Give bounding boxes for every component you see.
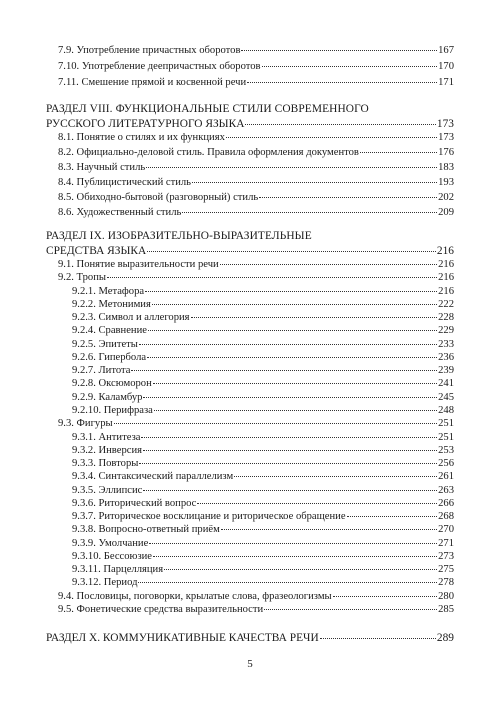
dot-leader: [264, 609, 437, 610]
toc-entry[interactable]: [72, 299, 454, 311]
toc-entry[interactable]: [72, 577, 454, 589]
toc-entry[interactable]: [72, 538, 454, 550]
toc-entry-page: 216: [438, 286, 454, 297]
toc-entry-page: 202: [438, 192, 454, 203]
dot-leader: [241, 50, 437, 51]
dot-leader: [147, 357, 437, 358]
toc-entry-title: 9.3.2. Инверсия: [72, 445, 142, 456]
toc-entry[interactable]: [58, 177, 454, 189]
section-heading-title: СРЕДСТВА ЯЗЫКА: [46, 245, 147, 257]
section-heading[interactable]: [46, 118, 454, 131]
dot-leader: [220, 264, 437, 265]
toc-entry[interactable]: [72, 286, 454, 298]
toc-entry-title: 9.3. Фигуры: [58, 418, 113, 429]
toc-entry-page: 170: [438, 61, 454, 72]
toc-entry[interactable]: [58, 272, 454, 284]
toc-entry-title: 9.5. Фонетические средства выразительности: [58, 604, 264, 615]
toc-entry-page: 278: [438, 577, 454, 588]
toc-entry-title: 9.3.6. Риторический вопрос: [72, 498, 197, 509]
toc-entry-page: 173: [438, 132, 454, 143]
toc-entry-title: 9.3.10. Бессоюзие: [72, 551, 153, 562]
dot-leader: [153, 383, 437, 384]
toc-entry-title: 9.4. Пословицы, поговорки, крылатые слова, фразеологизмы: [58, 591, 332, 602]
toc-entry[interactable]: [58, 162, 454, 174]
toc-entry[interactable]: [72, 485, 454, 497]
toc-entry[interactable]: [72, 524, 454, 536]
dot-leader: [141, 437, 437, 438]
toc-entry-title: 9.3.9. Умолчание: [72, 538, 149, 549]
toc-entry-page: 263: [438, 485, 454, 496]
dot-leader: [149, 543, 437, 544]
toc-entry-title: 9.2.3. Символ и аллегория: [72, 312, 190, 323]
toc-entry-page: 261: [438, 471, 454, 482]
dot-leader: [192, 182, 437, 183]
toc-entry[interactable]: [58, 418, 454, 430]
dot-leader: [154, 410, 437, 411]
section-heading-title: РУССКОГО ЛИТЕРАТУРНОГО ЯЗЫКА: [46, 118, 245, 130]
toc-entry-page: 270: [438, 524, 454, 535]
toc-entry-title: 8.2. Официально-деловой стиль. Правила оформления документов: [58, 147, 359, 158]
toc-entry[interactable]: [72, 312, 454, 324]
dot-leader: [259, 197, 437, 198]
toc-entry-title: 9.2.4. Сравнение: [72, 325, 147, 336]
toc-entry-page: 285: [438, 604, 454, 615]
dot-leader: [247, 82, 437, 83]
dot-leader: [131, 370, 437, 371]
dot-leader: [148, 330, 437, 331]
toc-entry-title: 9.3.8. Вопросно-ответный приём: [72, 524, 220, 535]
dot-leader: [164, 569, 437, 570]
toc-entry-title: 9.3.12. Период: [72, 577, 138, 588]
toc-entry-page: 251: [438, 432, 454, 443]
dot-leader: [152, 304, 437, 305]
toc-entry-title: 9.2. Тропы: [58, 272, 106, 283]
toc-entry-title: 7.11. Смешение прямой и косвенной речи: [58, 77, 247, 88]
section-heading-page: 173: [436, 118, 454, 130]
page-number: 5: [247, 658, 253, 670]
dot-leader: [153, 556, 437, 557]
toc-entry[interactable]: [58, 604, 454, 616]
toc-entry-title: 9.3.1. Антитеза: [72, 432, 141, 443]
toc-entry[interactable]: [72, 392, 454, 404]
toc-entry-page: 233: [438, 339, 454, 350]
toc-entry[interactable]: [72, 458, 454, 470]
dot-leader: [139, 344, 437, 345]
toc-entry-page: 176: [438, 147, 454, 158]
toc-entry-title: 8.6. Художественный стиль: [58, 207, 182, 218]
toc-entry-page: 266: [438, 498, 454, 509]
toc-entry-page: 193: [438, 177, 454, 188]
toc-entry-title: 9.3.11. Парцелляция: [72, 564, 164, 575]
toc-entry-title: 9.2.8. Оксюморон: [72, 378, 152, 389]
toc-entry[interactable]: [72, 445, 454, 457]
toc-entry[interactable]: [72, 339, 454, 351]
toc-entry-title: 9.2.2. Метонимия: [72, 299, 151, 310]
toc-entry-page: 248: [438, 405, 454, 416]
dot-leader: [143, 490, 437, 491]
toc-entry-page: 183: [438, 162, 454, 173]
toc-entry[interactable]: [58, 192, 454, 204]
toc-entry[interactable]: [72, 511, 454, 523]
dot-leader: [245, 124, 435, 125]
toc-entry[interactable]: [58, 147, 454, 159]
toc-entry-title: 9.3.4. Синтаксический параллелизм: [72, 471, 234, 482]
toc-entry[interactable]: [72, 432, 454, 444]
toc-entry[interactable]: [58, 207, 454, 219]
toc-entry[interactable]: [72, 325, 454, 337]
toc-entry-page: 253: [438, 445, 454, 456]
section-heading-title: РАЗДЕЛ X. КОММУНИКАТИВНЫЕ КАЧЕСТВА РЕЧИ: [46, 632, 319, 644]
dot-leader: [234, 476, 437, 477]
toc-entry-page: 271: [438, 538, 454, 549]
toc-entry[interactable]: [58, 77, 454, 89]
toc-entry-title: 9.2.7. Литота: [72, 365, 131, 376]
toc-entry-title: 9.3.5. Эллипсис: [72, 485, 143, 496]
toc-entry[interactable]: [72, 498, 454, 510]
section-heading-line: РАЗДЕЛ VIII. ФУНКЦИОНАЛЬНЫЕ СТИЛИ СОВРЕМЕННОГО: [46, 103, 369, 115]
toc-entry-page: 239: [438, 365, 454, 376]
dot-leader: [197, 503, 437, 504]
toc-entry[interactable]: [72, 551, 454, 563]
toc-entry[interactable]: [72, 405, 454, 417]
toc-entry[interactable]: [72, 471, 454, 483]
dot-leader: [114, 423, 437, 424]
dot-leader: [147, 251, 436, 252]
toc-entry-page: 245: [438, 392, 454, 403]
dot-leader: [146, 167, 437, 168]
toc-entry-title: 9.2.5. Эпитеты: [72, 339, 138, 350]
section-heading-page: 216: [436, 245, 454, 257]
toc-entry[interactable]: [58, 45, 454, 57]
dot-leader: [347, 516, 438, 517]
dot-leader: [182, 212, 437, 213]
toc-entry-title: 9.3.7. Риторическое восклицание и риторическое обращение: [72, 511, 346, 522]
toc-entry-title: 8.1. Понятие о стилях и их функциях: [58, 132, 225, 143]
toc-entry-page: 236: [438, 352, 454, 363]
toc-entry-title: 9.2.1. Метафора: [72, 286, 145, 297]
toc-entry[interactable]: [72, 378, 454, 390]
toc-entry-page: 251: [438, 418, 454, 429]
toc-entry-title: 9.1. Понятие выразительности речи: [58, 259, 219, 270]
toc-entry-page: 229: [438, 325, 454, 336]
toc-entry[interactable]: [58, 61, 454, 73]
section-heading-line: РАЗДЕЛ IX. ИЗОБРАЗИТЕЛЬНО-ВЫРАЗИТЕЛЬНЫЕ: [46, 230, 312, 242]
toc-entry[interactable]: [58, 591, 454, 603]
dot-leader: [262, 66, 438, 67]
toc-entry-page: 275: [438, 564, 454, 575]
toc-entry-title: 9.2.6. Гипербола: [72, 352, 147, 363]
toc-entry-title: 9.2.10. Перифраза: [72, 405, 153, 416]
dot-leader: [139, 463, 437, 464]
toc-entry[interactable]: [72, 564, 454, 576]
toc-entry-title: 8.5. Обиходно-бытовой (разговорный) стиль: [58, 192, 259, 203]
dot-leader: [333, 596, 437, 597]
toc-entry-page: 171: [438, 77, 454, 88]
toc-entry-title: 9.2.9. Каламбур: [72, 392, 143, 403]
toc-entry[interactable]: [58, 132, 454, 144]
dot-leader: [143, 450, 437, 451]
toc-entry-page: 167: [438, 45, 454, 56]
toc-entry[interactable]: [72, 352, 454, 364]
toc-entry-title: 8.3. Научный стиль: [58, 162, 146, 173]
toc-entry-page: 222: [438, 299, 454, 310]
dot-leader: [360, 152, 437, 153]
dot-leader: [226, 137, 437, 138]
toc-entry-page: 280: [438, 591, 454, 602]
toc-entry-page: 216: [438, 259, 454, 270]
dot-leader: [107, 277, 437, 278]
dot-leader: [191, 317, 438, 318]
toc-entry-page: 228: [438, 312, 454, 323]
toc-entry-page: 241: [438, 378, 454, 389]
dot-leader: [145, 291, 437, 292]
toc-entry-title: 9.3.3. Повторы: [72, 458, 139, 469]
toc-entry-page: 273: [438, 551, 454, 562]
section-heading[interactable]: [46, 632, 454, 645]
toc-entry-title: 7.9. Употребление причастных оборотов: [58, 45, 241, 56]
dot-leader: [138, 582, 437, 583]
toc-entry-page: 268: [438, 511, 454, 522]
dot-leader: [143, 397, 437, 398]
section-heading-page: 289: [436, 632, 454, 644]
toc-entry-page: 216: [438, 272, 454, 283]
toc-entry-title: 8.4. Публицистический стиль: [58, 177, 192, 188]
toc-entry[interactable]: [72, 365, 454, 377]
dot-leader: [221, 529, 437, 530]
section-heading[interactable]: [46, 245, 454, 258]
dot-leader: [320, 638, 436, 639]
toc-entry[interactable]: [58, 259, 454, 271]
toc-entry-page: 209: [438, 207, 454, 218]
toc-entry-title: 7.10. Употребление деепричастных оборотов: [58, 61, 261, 72]
toc-entry-page: 256: [438, 458, 454, 469]
